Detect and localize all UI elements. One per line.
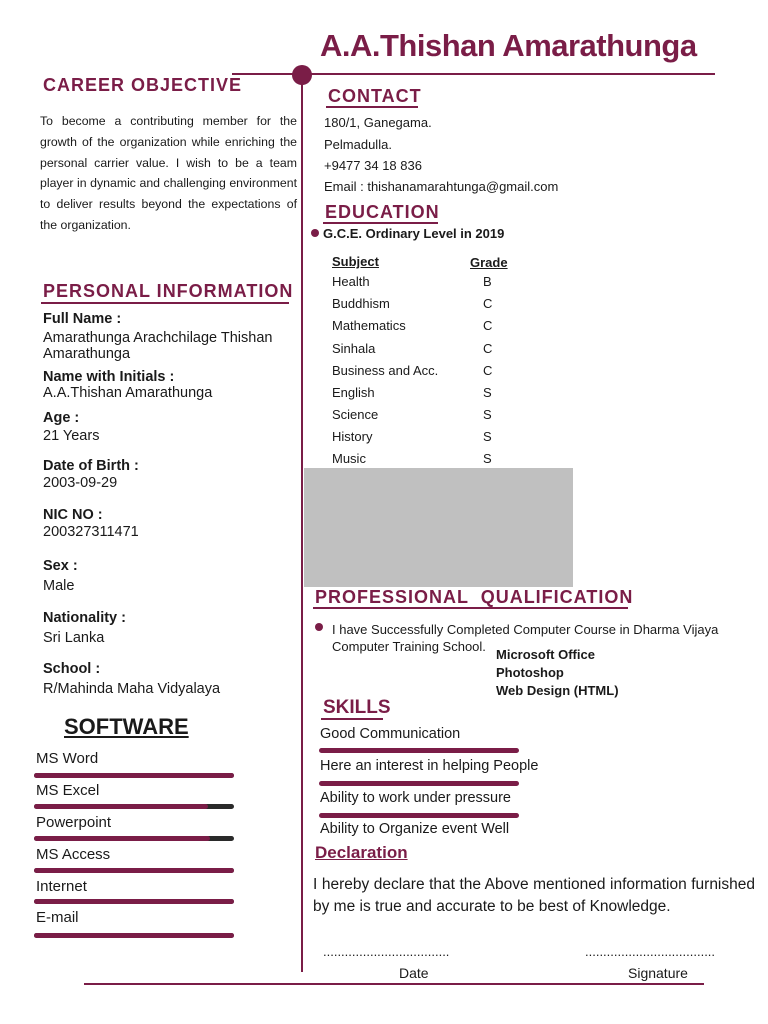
skill-label-communication: Good Communication [320, 726, 461, 742]
grade-health: B [483, 274, 492, 289]
software-bar-ms-access [34, 868, 234, 873]
software-bar-ms-excel [34, 804, 234, 809]
skills-underline [321, 718, 383, 720]
subject-health: Health [332, 274, 370, 289]
qualification-bullet [315, 623, 323, 631]
contact-email: Email : thishanamarahtunga@gmail.com [324, 179, 559, 194]
skill-bar-helping-people [319, 781, 519, 786]
full-name-value: Amarathunga Arachchilage Thishan Amarathunga [43, 330, 273, 362]
nic-label: NIC NO : [43, 507, 103, 523]
qualification-text: I have Successfully Completed Computer Course in Dharma Vijaya Computer Training School. [332, 622, 719, 654]
grade-science: S [483, 407, 492, 422]
dob-label: Date of Birth : [43, 458, 139, 474]
professional-qualification-heading: PROFESSIONAL QUALIFICATION [315, 587, 634, 607]
declaration-text: I hereby declare that the Above mentioned information furnished by me is true and accurate to be best of Knowledge. [313, 876, 755, 915]
skills-heading: SKILLS [323, 697, 391, 718]
subject-business: Business and Acc. [332, 363, 439, 378]
nationality-value: Sri Lanka [43, 630, 105, 646]
school-value: R/Mahinda Maha Vidyalaya [43, 681, 221, 697]
grade-buddhism: C [483, 296, 493, 311]
subject-buddhism: Buddhism [332, 296, 390, 311]
bottom-rule [84, 983, 704, 985]
signature-label: Signature [628, 965, 688, 981]
skill-label-work-under-pressure: Ability to work under pressure [320, 790, 511, 806]
contact-heading: CONTACT [328, 86, 422, 106]
grade-history: S [483, 429, 492, 444]
initials-label: Name with Initials : [43, 369, 175, 385]
software-label-powerpoint: Powerpoint [36, 814, 112, 831]
contact-address-line-2: Pelmadulla. [324, 137, 392, 152]
skill-label-organize-events: Ability to Organize event Well [320, 821, 510, 837]
initials-value: A.A.Thishan Amarathunga [43, 385, 213, 401]
qualification-item-office: Microsoft Office [496, 647, 595, 662]
age-label: Age : [43, 410, 80, 426]
education-underline [323, 222, 438, 224]
dob-value: 2003-09-29 [43, 475, 118, 491]
software-heading: SOFTWARE [64, 714, 189, 739]
software-label-ms-access: MS Access [36, 846, 111, 863]
date-label: Date [399, 965, 429, 981]
sex-value: Male [43, 578, 75, 594]
education-bullet [311, 229, 319, 237]
signature-dots: .................................... [585, 944, 716, 959]
school-label: School : [43, 661, 101, 677]
top-rule-dot [292, 65, 312, 85]
sex-label: Sex : [43, 558, 78, 574]
contact-underline [326, 106, 418, 108]
nic-value: 200327311471 [43, 524, 139, 540]
grade-column-header: Grade [470, 255, 508, 270]
education-exam: G.C.E. Ordinary Level in 2019 [323, 226, 505, 241]
career-objective-text: To become a contributing member for the growth of the organization while enriching the personal carrier value. I wish to be a team player in dynamic and challenging environment to deliver results beyond the expectations of the organization. [40, 114, 297, 232]
career-objective-heading: CAREER OBJECTIVE [43, 75, 243, 95]
grade-sinhala: C [483, 341, 493, 356]
date-dots: ................................... [323, 944, 450, 959]
subject-music: Music [332, 451, 366, 466]
skill-bar-work-under-pressure [319, 813, 519, 818]
grade-english: S [483, 385, 492, 400]
subject-mathematics: Mathematics [332, 318, 406, 333]
software-label-ms-word: MS Word [36, 750, 99, 767]
declaration-heading: Declaration [315, 843, 408, 862]
age-value: 21 Years [43, 428, 100, 444]
subject-history: History [332, 429, 373, 444]
contact-phone: +9477 34 18 836 [324, 158, 422, 173]
contact-address-line-1: 180/1, Ganegama. [324, 115, 432, 130]
software-bar-powerpoint [34, 836, 234, 841]
personal-information-heading: PERSONAL INFORMATION [43, 281, 294, 301]
software-bar-internet [34, 899, 234, 904]
software-label-internet: Internet [36, 878, 87, 895]
nationality-label: Nationality : [43, 610, 126, 626]
qualification-item-web-design: Web Design (HTML) [496, 683, 619, 698]
subject-science: Science [332, 407, 379, 422]
software-label-ms-excel: MS Excel [36, 782, 100, 799]
center-rule [301, 74, 303, 972]
subject-english: English [332, 385, 375, 400]
education-heading: EDUCATION [325, 202, 440, 222]
software-bar-email [34, 933, 234, 938]
software-bar-ms-word [34, 773, 234, 778]
grade-music: S [483, 451, 492, 466]
personal-information-underline [41, 302, 289, 304]
candidate-name: A.A.Thishan Amarathunga [320, 28, 697, 63]
qualification-item-photoshop: Photoshop [496, 665, 564, 680]
professional-qualification-underline [313, 607, 628, 609]
placeholder-box [304, 468, 573, 587]
skill-label-helping-people: Here an interest in helping People [320, 758, 539, 774]
subject-sinhala: Sinhala [332, 341, 376, 356]
full-name-label: Full Name : [43, 311, 122, 327]
grade-business: C [483, 363, 493, 378]
grade-mathematics: C [483, 318, 493, 333]
skill-bar-communication [319, 748, 519, 753]
subject-column-header: Subject [332, 254, 379, 269]
software-label-email: E-mail [36, 909, 79, 926]
